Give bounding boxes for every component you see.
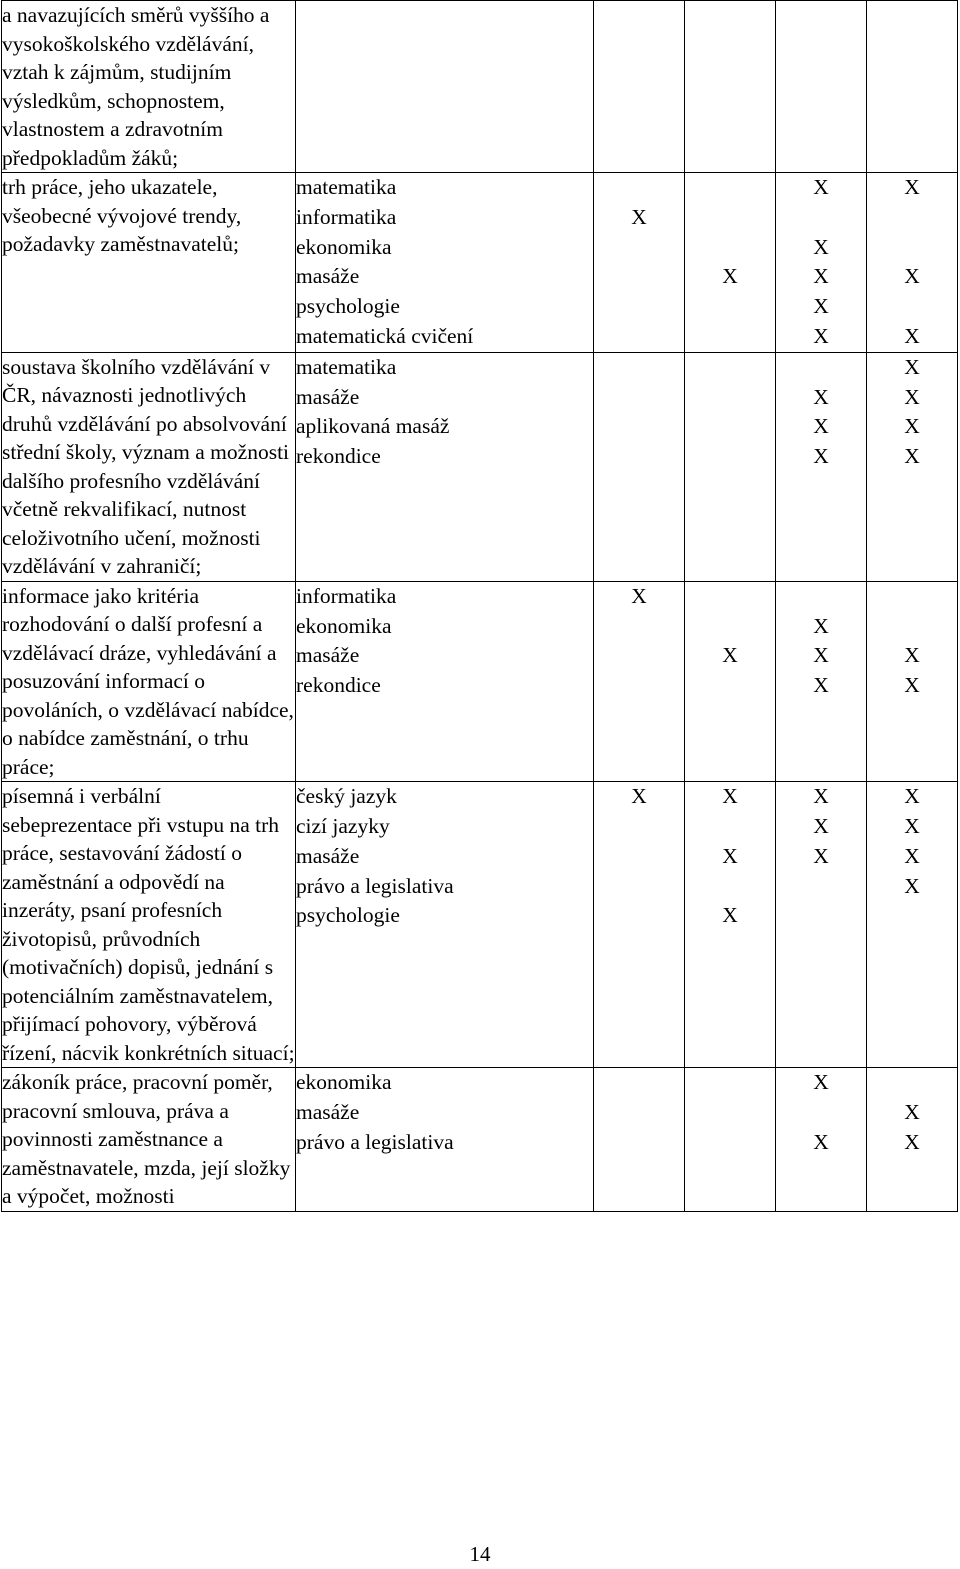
year-mark: X bbox=[813, 1070, 829, 1095]
subject-name: informatika bbox=[296, 583, 397, 608]
subject-name: právo a legislativa bbox=[296, 1129, 454, 1154]
subject-name: matematika bbox=[296, 175, 397, 199]
year-4-cell bbox=[867, 173, 958, 353]
year-mark bbox=[685, 322, 775, 352]
year-mark bbox=[594, 383, 684, 413]
year-mark bbox=[685, 442, 775, 472]
year-1-cell bbox=[594, 352, 685, 581]
year-mark: X bbox=[813, 384, 829, 409]
subject-name: rekondice bbox=[296, 444, 381, 469]
curriculum-table bbox=[1, 0, 958, 1212]
year-mark bbox=[867, 233, 957, 263]
year-mark bbox=[685, 872, 775, 902]
topic-cell: a navazujících směrů vyššího a vysokoškolského vzdělávání, vztah k zájmům, studijním výsledkům, schopnostem, vlastnostem a zdravotním předpokladům žáků; bbox=[2, 1, 296, 173]
subject-name: matematická cvičení bbox=[296, 323, 474, 348]
year-mark: X bbox=[904, 444, 920, 469]
subject-name: právo a legislativa bbox=[296, 873, 454, 898]
year-mark bbox=[594, 322, 684, 352]
year-4-cell bbox=[867, 352, 958, 581]
year-mark bbox=[594, 1098, 684, 1128]
table-row bbox=[2, 352, 958, 581]
year-1-cell bbox=[594, 1, 685, 173]
subject-name: masáže bbox=[296, 643, 360, 668]
subject-name: masáže bbox=[296, 843, 360, 868]
year-mark bbox=[594, 353, 684, 383]
year-mark: X bbox=[904, 1129, 920, 1154]
year-4-cell bbox=[867, 1068, 958, 1212]
year-mark: X bbox=[813, 175, 829, 199]
topic-cell: písemná i verbální sebeprezentace při vstupu na trh práce, sestavování žádostí o zaměstnání a odpovědí na inzeráty, psaní profesních životopisů, průvodních (motivačních) dopisů, jednání s potenciálním zaměstnavatelem, přijímací pohovory, výběrová řízení, nácvik konkrétních situací; bbox=[2, 782, 296, 1068]
subject-name: aplikovaná masáž bbox=[296, 414, 450, 439]
page-number: 14 bbox=[469, 1542, 491, 1566]
year-mark: X bbox=[722, 643, 738, 668]
year-mark bbox=[685, 582, 775, 612]
year-mark bbox=[685, 412, 775, 442]
year-mark: X bbox=[813, 784, 829, 809]
year-2-cell bbox=[685, 1, 776, 173]
year-mark bbox=[776, 901, 866, 931]
year-mark bbox=[685, 812, 775, 842]
year-1-cell bbox=[594, 1068, 685, 1212]
subjects-cell bbox=[296, 581, 594, 782]
year-mark bbox=[594, 612, 684, 642]
year-mark: X bbox=[904, 843, 920, 868]
year-mark bbox=[594, 262, 684, 292]
year-4-cell bbox=[867, 1, 958, 173]
year-mark: X bbox=[904, 1100, 920, 1125]
year-mark bbox=[776, 872, 866, 902]
year-mark bbox=[685, 1128, 775, 1158]
year-mark: X bbox=[631, 583, 647, 608]
year-mark: X bbox=[904, 175, 920, 199]
year-mark bbox=[594, 641, 684, 671]
year-mark bbox=[594, 1128, 684, 1158]
subjects-cell bbox=[296, 782, 594, 1068]
year-mark: X bbox=[813, 643, 829, 668]
year-mark bbox=[594, 292, 684, 322]
table-row bbox=[2, 1, 958, 173]
topic-cell: trh práce, jeho ukazatele, všeobecné vývojové trendy, požadavky zaměstnavatelů; bbox=[2, 173, 296, 353]
year-2-cell bbox=[685, 173, 776, 353]
year-mark bbox=[776, 1098, 866, 1128]
year-mark bbox=[594, 872, 684, 902]
year-mark bbox=[685, 353, 775, 383]
year-mark bbox=[685, 233, 775, 263]
subject-name: rekondice bbox=[296, 673, 381, 698]
year-mark: X bbox=[813, 444, 829, 469]
year-mark bbox=[594, 1068, 684, 1098]
subjects-cell bbox=[296, 1068, 594, 1212]
year-mark bbox=[685, 1068, 775, 1098]
year-mark bbox=[685, 203, 775, 233]
year-mark bbox=[685, 671, 775, 701]
year-mark bbox=[776, 582, 866, 612]
year-mark bbox=[594, 812, 684, 842]
table-body bbox=[2, 1, 958, 1212]
subject-name: ekonomika bbox=[296, 1070, 392, 1095]
year-mark: X bbox=[722, 784, 738, 809]
year-mark bbox=[685, 292, 775, 322]
subject-name: ekonomika bbox=[296, 234, 392, 259]
year-mark bbox=[867, 901, 957, 931]
year-mark: X bbox=[904, 264, 920, 289]
table-row bbox=[2, 173, 958, 353]
year-mark: X bbox=[904, 814, 920, 839]
year-mark: X bbox=[904, 673, 920, 698]
subject-name: matematika bbox=[296, 354, 397, 379]
year-mark: X bbox=[722, 264, 738, 289]
year-mark bbox=[594, 173, 684, 203]
year-mark: X bbox=[904, 354, 920, 379]
year-mark: X bbox=[904, 384, 920, 409]
year-mark bbox=[594, 233, 684, 263]
year-4-cell bbox=[867, 782, 958, 1068]
topic-cell: zákoník práce, pracovní poměr, pracovní smlouva, práva a povinnosti zaměstnance a zaměstnavatele, mzda, její složky a výpočet, možnosti bbox=[2, 1068, 296, 1212]
year-mark bbox=[685, 1098, 775, 1128]
subjects-cell bbox=[296, 1, 594, 173]
year-mark: X bbox=[813, 264, 829, 289]
topic-cell: informace jako kritéria rozhodování o další profesní a vzdělávací dráze, vyhledávání a posuzování informací o povoláních, o vzdělávací nabídce, o nabídce zaměstnání, o trhu práce; bbox=[2, 581, 296, 782]
year-mark bbox=[594, 901, 684, 931]
subject-name: masáže bbox=[296, 384, 360, 409]
year-3-cell bbox=[776, 782, 867, 1068]
year-mark bbox=[685, 383, 775, 413]
year-mark bbox=[867, 612, 957, 642]
year-mark bbox=[594, 412, 684, 442]
year-4-cell bbox=[867, 581, 958, 782]
year-1-cell bbox=[594, 782, 685, 1068]
table-row bbox=[2, 581, 958, 782]
subject-name: cizí jazyky bbox=[296, 814, 390, 839]
year-3-cell bbox=[776, 173, 867, 353]
year-2-cell bbox=[685, 782, 776, 1068]
year-mark: X bbox=[904, 873, 920, 898]
year-mark bbox=[867, 203, 957, 233]
subject-name: masáže bbox=[296, 264, 360, 289]
year-mark: X bbox=[904, 784, 920, 809]
subject-name: informatika bbox=[296, 204, 397, 229]
year-mark bbox=[776, 353, 866, 383]
year-3-cell bbox=[776, 352, 867, 581]
subject-name: psychologie bbox=[296, 903, 400, 928]
year-2-cell bbox=[685, 581, 776, 782]
year-mark: X bbox=[722, 903, 738, 928]
subject-name: ekonomika bbox=[296, 613, 392, 638]
topic-cell: soustava školního vzdělávání v ČR, návaznosti jednotlivých druhů vzdělávání po absolvování střední školy, význam a možnosti dalšího profesního vzdělávání včetně rekvalifikací, nutnost celoživotního učení, možnosti vzdělávání v zahraničí; bbox=[2, 352, 296, 581]
year-mark bbox=[685, 612, 775, 642]
year-mark bbox=[867, 1068, 957, 1098]
year-mark: X bbox=[813, 1129, 829, 1154]
year-mark: X bbox=[722, 843, 738, 868]
year-mark: X bbox=[813, 414, 829, 439]
year-mark: X bbox=[813, 613, 829, 638]
year-mark bbox=[685, 173, 775, 203]
year-mark: X bbox=[813, 234, 829, 259]
table-row bbox=[2, 782, 958, 1068]
year-mark bbox=[776, 203, 866, 233]
year-3-cell bbox=[776, 1068, 867, 1212]
year-2-cell bbox=[685, 352, 776, 581]
year-3-cell bbox=[776, 581, 867, 782]
year-1-cell bbox=[594, 173, 685, 353]
subjects-cell bbox=[296, 352, 594, 581]
year-mark bbox=[867, 292, 957, 322]
subject-name: masáže bbox=[296, 1100, 360, 1125]
year-mark bbox=[594, 671, 684, 701]
year-mark: X bbox=[813, 323, 829, 348]
year-mark bbox=[867, 582, 957, 612]
table-row bbox=[2, 1068, 958, 1212]
year-mark: X bbox=[813, 843, 829, 868]
year-mark: X bbox=[904, 643, 920, 668]
year-mark: X bbox=[631, 784, 647, 809]
year-mark: X bbox=[813, 294, 829, 319]
year-mark bbox=[594, 442, 684, 472]
subject-name: český jazyk bbox=[296, 784, 397, 809]
year-mark: X bbox=[631, 204, 647, 229]
year-2-cell bbox=[685, 1068, 776, 1212]
year-mark bbox=[594, 842, 684, 872]
year-mark: X bbox=[813, 673, 829, 698]
year-mark: X bbox=[904, 323, 920, 348]
subjects-cell bbox=[296, 173, 594, 353]
year-mark: X bbox=[904, 414, 920, 439]
year-1-cell bbox=[594, 581, 685, 782]
year-mark: X bbox=[813, 814, 829, 839]
subject-name: psychologie bbox=[296, 294, 400, 319]
year-3-cell bbox=[776, 1, 867, 173]
